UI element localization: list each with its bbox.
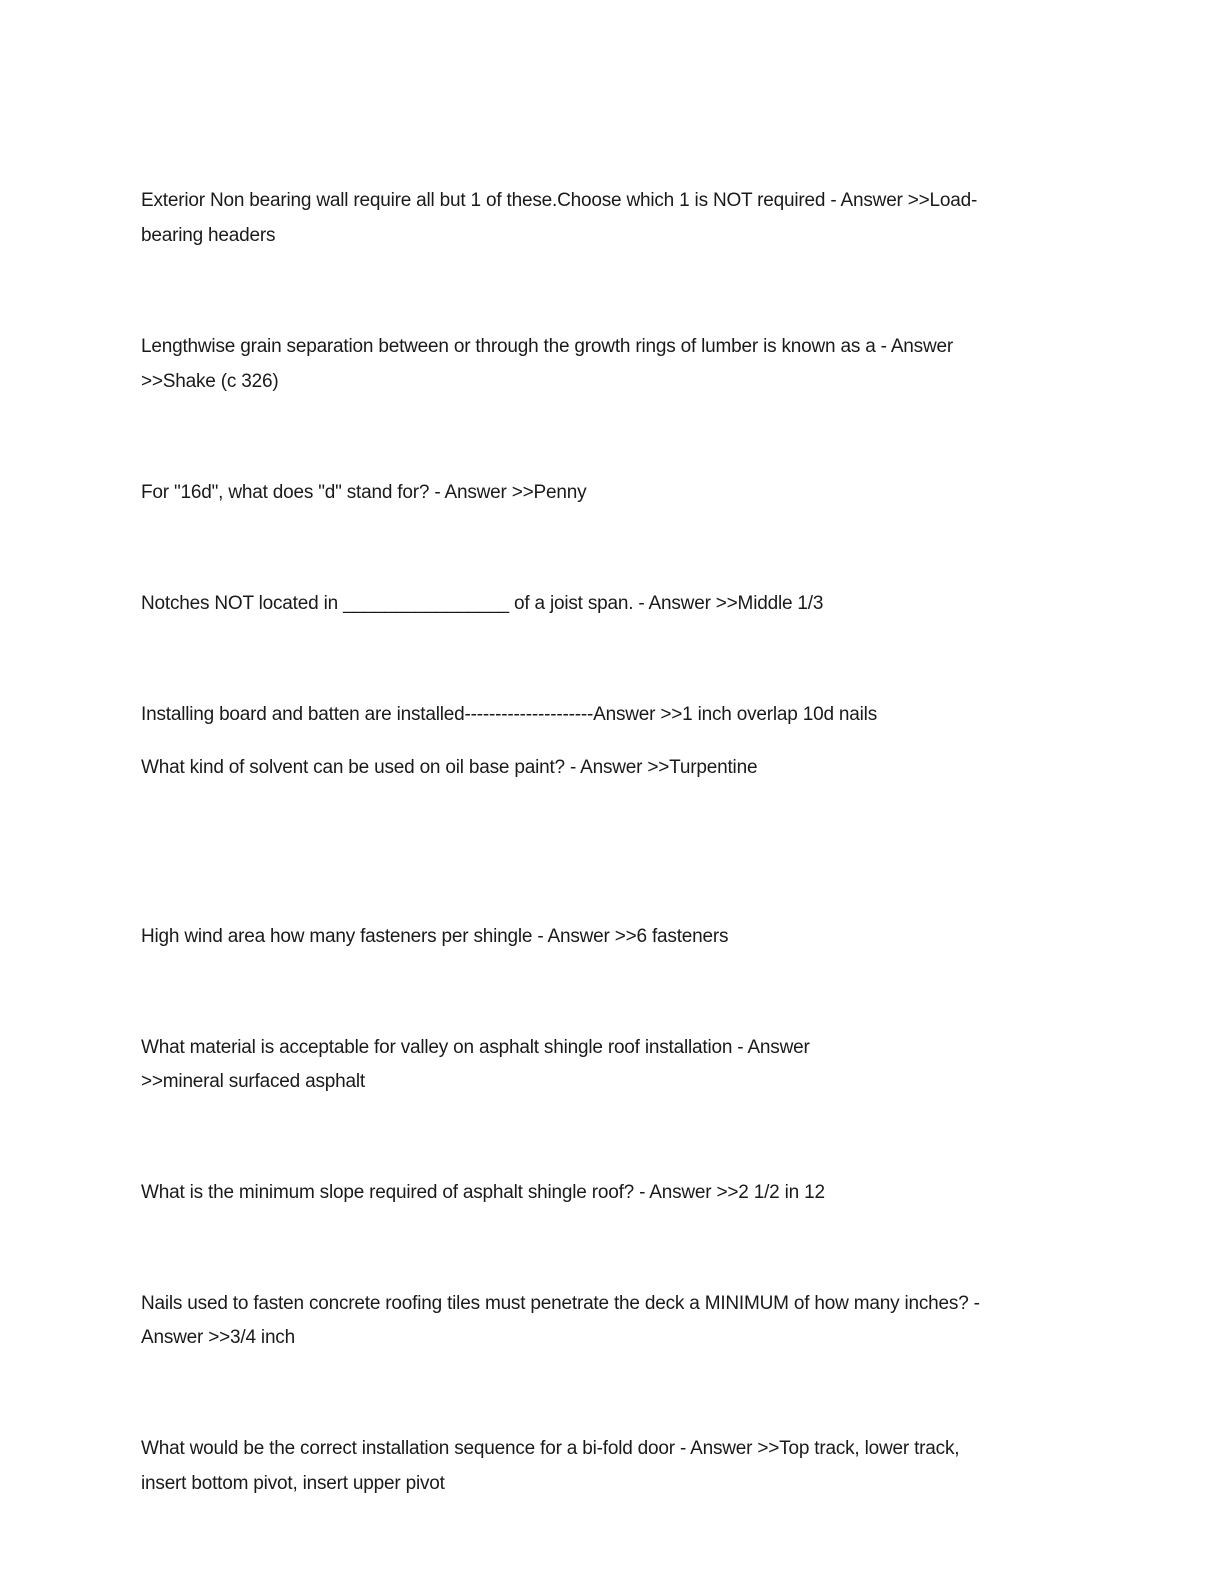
qa-8-line-1: What material is acceptable for valley on asphalt shingle roof installation - Answer <box>141 1037 810 1058</box>
qa-8-line-2: >>mineral surfaced asphalt <box>141 1071 365 1092</box>
qa-2-line-1: Lengthwise grain separation between or through the growth rings of lumber is known as a - Answer <box>141 336 953 357</box>
qa-3-line-1: For "16d", what does "d" stand for? - Answer >>Penny <box>141 482 587 503</box>
qa-10-line-2: Answer >>3/4 inch <box>141 1327 295 1348</box>
qa-1-line-2: bearing headers <box>141 225 276 246</box>
qa-7-line-1: High wind area how many fasteners per shingle - Answer >>6 fasteners <box>141 926 729 947</box>
qa-9-line-1: What is the minimum slope required of asphalt shingle roof? - Answer >>2 1/2 in 12 <box>141 1182 825 1203</box>
qa-5-line-1: Installing board and batten are installed---------------------Answer >>1 inch overlap 10d nails <box>141 704 877 725</box>
qa-4-line-1: Notches NOT located in ________________ of a joist span. - Answer >>Middle 1/3 <box>141 593 824 614</box>
qa-6-line-1: What kind of solvent can be used on oil base paint? - Answer >>Turpentine <box>141 757 758 778</box>
qa-11-line-2: insert bottom pivot, insert upper pivot <box>141 1473 445 1494</box>
qa-1-line-1: Exterior Non bearing wall require all but 1 of these.Choose which 1 is NOT required - Answer >>Load- <box>141 190 978 211</box>
qa-2-line-2: >>Shake (c 326) <box>141 371 279 392</box>
qa-11-line-1: What would be the correct installation sequence for a bi-fold door - Answer >>Top track, lower track, <box>141 1438 960 1459</box>
qa-10-line-1: Nails used to fasten concrete roofing tiles must penetrate the deck a MINIMUM of how many inches? - <box>141 1293 980 1314</box>
